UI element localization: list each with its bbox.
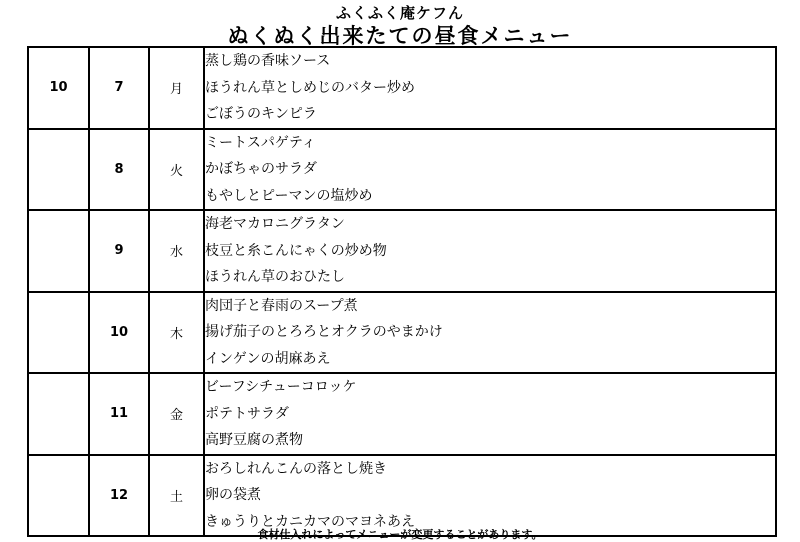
dish-item: ポテトサラダ	[205, 405, 289, 422]
dishes-cell	[204, 292, 776, 374]
dish-item: ビーフシチューコロッケ	[205, 379, 357, 395]
weekday-cell: 木	[149, 292, 204, 374]
lunch-menu-table	[27, 46, 777, 537]
menu-row	[28, 210, 776, 292]
restaurant-name: ふくふく庵ケフん	[335, 4, 464, 22]
day-cell: 12	[89, 455, 149, 537]
dishes-cell	[204, 373, 776, 455]
month-cell	[28, 129, 89, 211]
weekday-cell: 火	[149, 129, 204, 211]
month-cell	[28, 292, 89, 374]
dish-item: 枝豆と糸こんにゃくの炒め物	[205, 242, 387, 259]
dishes-cell	[204, 455, 776, 537]
dish-item: ほうれん草としめじのバター炒め	[205, 79, 415, 96]
dish-item: ほうれん草のおひたし	[205, 269, 345, 285]
menu-row	[28, 455, 776, 537]
menu-row	[28, 129, 776, 211]
weekday-cell: 水	[149, 210, 204, 292]
dishes-cell	[204, 210, 776, 292]
dish-item: 卵の袋煮	[205, 487, 261, 503]
weekday-cell: 土	[149, 455, 204, 537]
weekday-cell: 金	[149, 373, 204, 455]
dish-item: 揚げ茄子のとろろとオクラのやまかけ	[205, 324, 443, 340]
day-cell: 8	[89, 129, 149, 211]
menu-row	[28, 373, 776, 455]
month-cell	[28, 210, 89, 292]
menu-row	[28, 292, 776, 374]
dish-item: ミートスパゲティ	[205, 134, 316, 151]
dish-item: ごぼうのキンピラ	[205, 106, 317, 122]
dish-item: もやしとピーマンの塩炒め	[205, 187, 373, 204]
page-title: ぬくぬく出来たての昼食メニュー	[227, 24, 573, 48]
menu-row	[28, 47, 776, 129]
month-cell	[28, 455, 89, 537]
dish-item: 肉団子と春雨のスープ煮	[205, 297, 358, 314]
month-cell: 10	[28, 47, 89, 129]
dishes-cell	[204, 129, 776, 211]
dishes-cell	[204, 47, 776, 129]
footer-note: 食材仕入れによってメニューが変更することがあります。	[257, 528, 543, 541]
day-cell: 9	[89, 210, 149, 292]
weekday-cell: 月	[149, 47, 204, 129]
day-cell: 7	[89, 47, 149, 129]
month-cell	[28, 373, 89, 455]
dish-item: インゲンの胡麻あえ	[205, 350, 331, 367]
day-cell: 11	[89, 373, 149, 455]
dish-item: おろしれんこんの落とし焼き	[205, 460, 387, 477]
dish-item: きゅうりとカニカマのマヨネあえ	[205, 513, 415, 530]
dish-item: 海老マカロニグラタン	[205, 216, 345, 232]
day-cell: 10	[89, 292, 149, 374]
dish-item: かぼちゃのサラダ	[205, 161, 317, 177]
dish-item: 蒸し鶏の香味ソース	[205, 53, 331, 69]
dish-item: 高野豆腐の煮物	[205, 432, 303, 448]
